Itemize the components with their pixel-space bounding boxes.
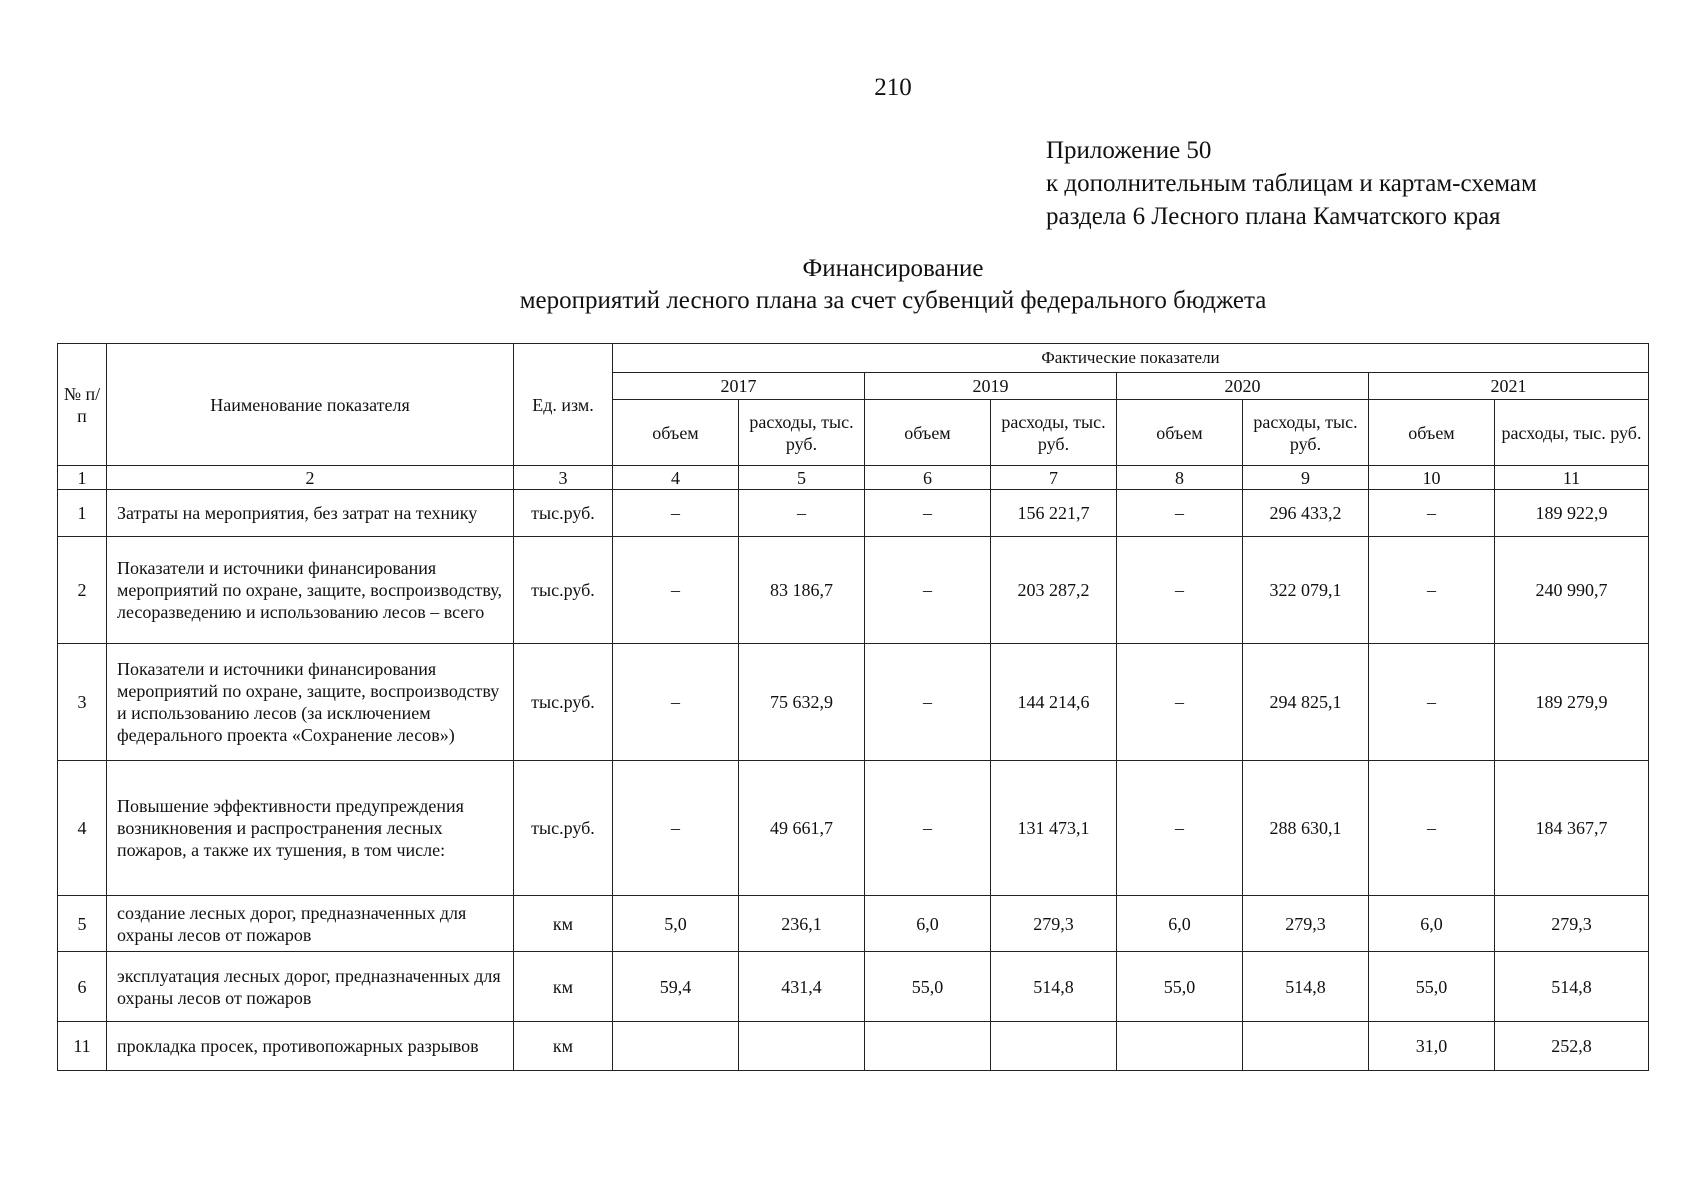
cell-value: 203 287,2 bbox=[991, 537, 1117, 644]
cell-value: 252,8 bbox=[1495, 1022, 1649, 1071]
cell-value: 189 922,9 bbox=[1495, 490, 1649, 537]
cell-value: 55,0 bbox=[1117, 952, 1243, 1022]
header-group: Фактические показатели bbox=[613, 344, 1649, 373]
cell-value: 514,8 bbox=[1243, 952, 1369, 1022]
appendix-line-3: раздела 6 Лесного плана Камчатского края bbox=[1046, 203, 1501, 230]
cell-value: 6,0 bbox=[865, 896, 991, 952]
header-year: 2021 bbox=[1369, 373, 1649, 400]
row-number: 5 bbox=[58, 896, 107, 952]
title-line-2: мероприятий лесного плана за счет субвенций федерального бюджета bbox=[519, 287, 1267, 314]
cell-value: 59,4 bbox=[613, 952, 739, 1022]
cell-value: 55,0 bbox=[1369, 952, 1495, 1022]
row-unit: км bbox=[514, 952, 613, 1022]
cell-value bbox=[739, 1022, 865, 1071]
cell-value: – bbox=[1369, 644, 1495, 761]
appendix-note bbox=[1046, 134, 1537, 233]
cell-value: – bbox=[613, 761, 739, 896]
table-row bbox=[58, 1022, 1649, 1071]
column-number: 7 bbox=[991, 466, 1117, 490]
cell-value: 144 214,6 bbox=[991, 644, 1117, 761]
cell-value: 431,4 bbox=[739, 952, 865, 1022]
cell-value: 6,0 bbox=[1369, 896, 1495, 952]
column-number: 1 bbox=[58, 466, 107, 490]
header-year: 2020 bbox=[1117, 373, 1369, 400]
page-number: 210 bbox=[874, 74, 912, 101]
column-number: 11 bbox=[1495, 466, 1649, 490]
header-volume: объем bbox=[1369, 400, 1495, 466]
cell-value: – bbox=[865, 537, 991, 644]
cell-value: – bbox=[865, 490, 991, 537]
cell-value: – bbox=[1117, 537, 1243, 644]
table-row bbox=[58, 952, 1649, 1022]
row-unit: тыс.руб. bbox=[514, 537, 613, 644]
financing-table bbox=[57, 343, 1649, 1071]
cell-value: 514,8 bbox=[991, 952, 1117, 1022]
row-unit: км bbox=[514, 1022, 613, 1071]
cell-value: – bbox=[1117, 644, 1243, 761]
header-expenses: расходы, тыс. руб. bbox=[991, 400, 1117, 466]
cell-value: 240 990,7 bbox=[1495, 537, 1649, 644]
cell-value bbox=[1117, 1022, 1243, 1071]
header-expenses: расходы, тыс. руб. bbox=[739, 400, 865, 466]
cell-value: 6,0 bbox=[1117, 896, 1243, 952]
appendix-line-2: к дополнительным таблицам и картам-схемам bbox=[1046, 170, 1537, 197]
cell-value: 131 473,1 bbox=[991, 761, 1117, 896]
document-title bbox=[0, 253, 1697, 317]
header-name: Наименование показателя bbox=[107, 344, 514, 466]
row-unit: тыс.руб. bbox=[514, 644, 613, 761]
cell-value: 236,1 bbox=[739, 896, 865, 952]
cell-value: 296 433,2 bbox=[1243, 490, 1369, 537]
header-volume: объем bbox=[1117, 400, 1243, 466]
column-number: 6 bbox=[865, 466, 991, 490]
row-number: 3 bbox=[58, 644, 107, 761]
table-row bbox=[58, 490, 1649, 537]
column-number: 8 bbox=[1117, 466, 1243, 490]
title-line-1: Финансирование bbox=[802, 255, 984, 282]
row-name: создание лесных дорог, предназначенных для охраны лесов от пожаров bbox=[107, 896, 514, 952]
appendix-line-1: Приложение 50 bbox=[1046, 137, 1212, 164]
cell-value: 83 186,7 bbox=[739, 537, 865, 644]
row-name: Затраты на мероприятия, без затрат на технику bbox=[107, 490, 514, 537]
header-volume: объем bbox=[613, 400, 739, 466]
table-row bbox=[58, 761, 1649, 896]
header-year: 2019 bbox=[865, 373, 1117, 400]
cell-value: – bbox=[1369, 490, 1495, 537]
column-number-row bbox=[58, 466, 1649, 490]
row-unit: км bbox=[514, 896, 613, 952]
cell-value: 75 632,9 bbox=[739, 644, 865, 761]
cell-value: 5,0 bbox=[613, 896, 739, 952]
header-num: № п/п bbox=[58, 344, 107, 466]
column-number: 4 bbox=[613, 466, 739, 490]
cell-value: 294 825,1 bbox=[1243, 644, 1369, 761]
cell-value: 49 661,7 bbox=[739, 761, 865, 896]
cell-value: – bbox=[613, 537, 739, 644]
row-number: 6 bbox=[58, 952, 107, 1022]
row-number: 11 bbox=[58, 1022, 107, 1071]
row-name: эксплуатация лесных дорог, предназначенных для охраны лесов от пожаров bbox=[107, 952, 514, 1022]
cell-value: 189 279,9 bbox=[1495, 644, 1649, 761]
row-unit: тыс.руб. bbox=[514, 761, 613, 896]
row-unit: тыс.руб. bbox=[514, 490, 613, 537]
cell-value: 156 221,7 bbox=[991, 490, 1117, 537]
cell-value bbox=[613, 1022, 739, 1071]
column-number: 9 bbox=[1243, 466, 1369, 490]
table-row bbox=[58, 644, 1649, 761]
cell-value: 514,8 bbox=[1495, 952, 1649, 1022]
row-name: Показатели и источники финансирования мероприятий по охране, защите, воспроизводству, лесоразведению и использованию лесов – всего bbox=[107, 537, 514, 644]
cell-value bbox=[1243, 1022, 1369, 1071]
row-number: 1 bbox=[58, 490, 107, 537]
cell-value: 279,3 bbox=[1495, 896, 1649, 952]
cell-value: 31,0 bbox=[1369, 1022, 1495, 1071]
header-expenses: расходы, тыс. руб. bbox=[1243, 400, 1369, 466]
cell-value: – bbox=[613, 490, 739, 537]
cell-value: 279,3 bbox=[991, 896, 1117, 952]
cell-value: 322 079,1 bbox=[1243, 537, 1369, 644]
cell-value: 288 630,1 bbox=[1243, 761, 1369, 896]
cell-value: – bbox=[1117, 490, 1243, 537]
cell-value: – bbox=[739, 490, 865, 537]
row-number: 2 bbox=[58, 537, 107, 644]
column-number: 5 bbox=[739, 466, 865, 490]
cell-value: – bbox=[1369, 537, 1495, 644]
row-name: Повышение эффективности предупреждения возникновения и распространения лесных пожаров, а также их тушения, в том числе: bbox=[107, 761, 514, 896]
cell-value: 279,3 bbox=[1243, 896, 1369, 952]
header-unit: Ед. изм. bbox=[514, 344, 613, 466]
cell-value bbox=[991, 1022, 1117, 1071]
row-number: 4 bbox=[58, 761, 107, 896]
cell-value: – bbox=[1369, 761, 1495, 896]
column-number: 10 bbox=[1369, 466, 1495, 490]
column-number: 2 bbox=[107, 466, 514, 490]
row-name: Показатели и источники финансирования мероприятий по охране, защите, воспроизводству и использованию лесов (за исключением федерального проекта «Сохранение лесов») bbox=[107, 644, 514, 761]
header-volume: объем bbox=[865, 400, 991, 466]
cell-value: 184 367,7 bbox=[1495, 761, 1649, 896]
cell-value: 55,0 bbox=[865, 952, 991, 1022]
header-year: 2017 bbox=[613, 373, 865, 400]
table-row bbox=[58, 537, 1649, 644]
cell-value: – bbox=[613, 644, 739, 761]
table-row bbox=[58, 896, 1649, 952]
cell-value: – bbox=[865, 761, 991, 896]
cell-value: – bbox=[865, 644, 991, 761]
row-name: прокладка просек, противопожарных разрывов bbox=[107, 1022, 514, 1071]
cell-value: – bbox=[1117, 761, 1243, 896]
column-number: 3 bbox=[514, 466, 613, 490]
header-expenses: расходы, тыс. руб. bbox=[1495, 400, 1649, 466]
cell-value bbox=[865, 1022, 991, 1071]
